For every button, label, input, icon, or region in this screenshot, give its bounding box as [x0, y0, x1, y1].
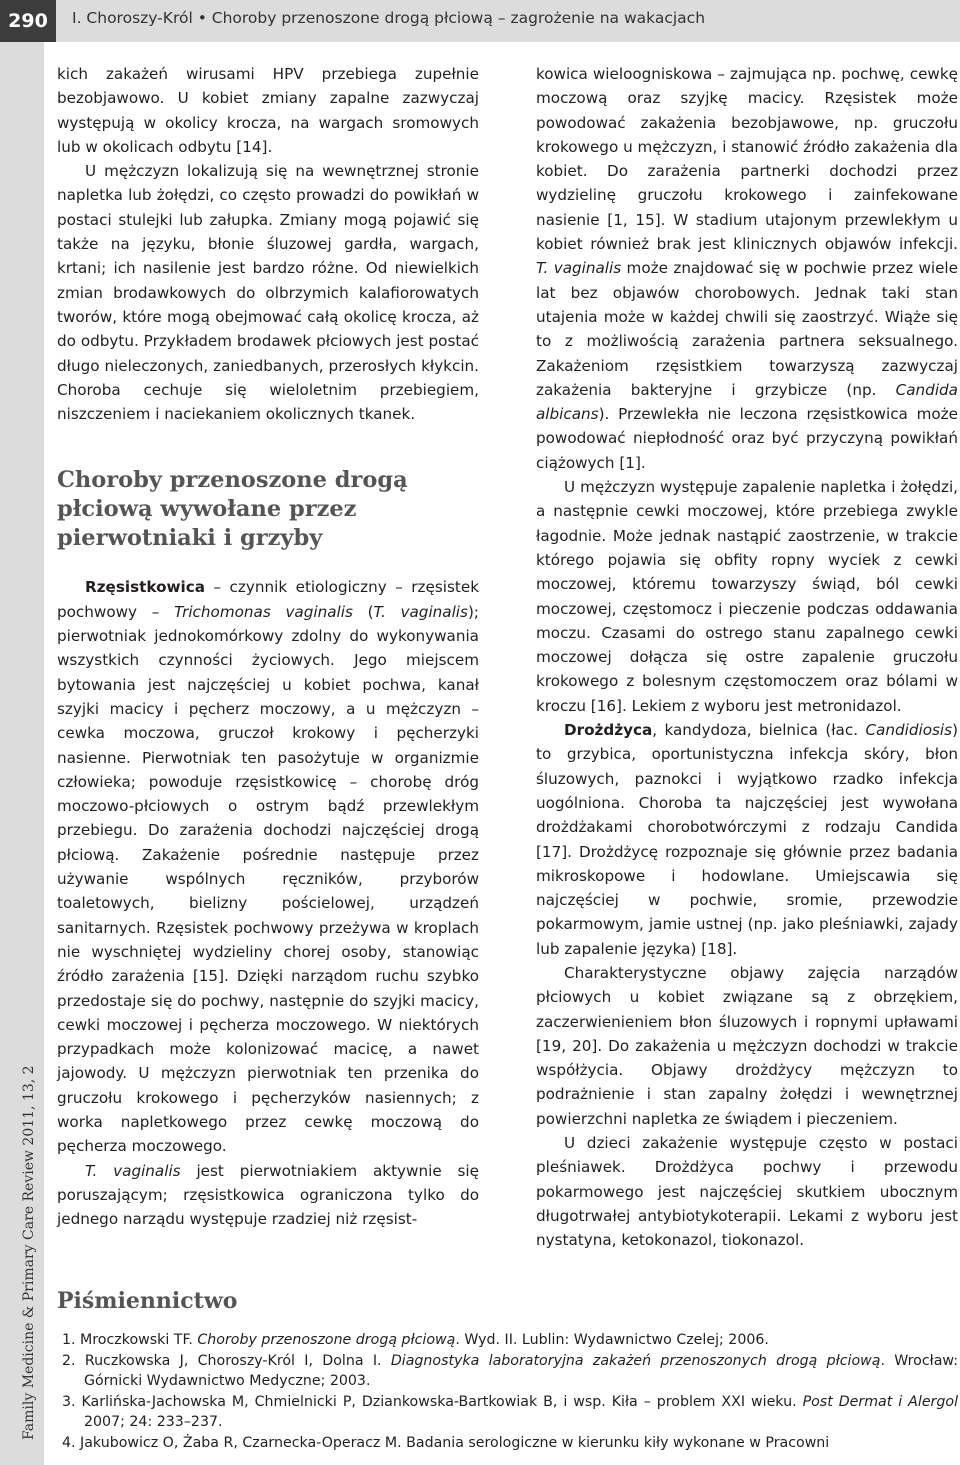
text-run: 3. Karlińska-Jachowska M, Chmielnicki P, Dziankowska-Bartkowiak B, i wsp. Kiła – problem XXI wieku. — [62, 1393, 803, 1410]
reference-title: Diagnostyka laboratoryjna zakażeń przenoszonych drogą płciową — [390, 1352, 881, 1369]
text-run: . Wrocław: Górnicki Wydawnictwo Medyczne; 2003. — [84, 1352, 958, 1390]
paragraph — [57, 1159, 479, 1232]
reference-title: Choroby przenoszone drogą płciową — [197, 1332, 456, 1348]
paragraph: U dzieci zakażenie występuje często w postaci pleśniawek. Drożdżyca pochwy i przewodu pokarmowego jest najczęściej skutkiem ubocznym długotrwałej antybiotykoterapii. Lekami z wyboru jest nystatyna, ketokonazol, tiokonazol. — [536, 1134, 958, 1250]
text-run: jest pierwotniakiem aktywnie się poruszającym; rzęsistkowica ograniczona tylko do jednego narządu występuje rzadziej niż rzęsist- — [57, 1161, 479, 1229]
text-run: ). Przewlekła nie leczona rzęsistkowica może powodować niepłodność oraz być przyczyną powikłań ciążowych [1]. — [536, 405, 958, 472]
page-number: 290 — [0, 0, 56, 42]
right-column — [536, 62, 958, 1253]
term-bold: Drożdżyca — [564, 721, 653, 740]
reference-item — [62, 1433, 958, 1454]
paragraph — [536, 718, 958, 961]
reference-item — [62, 1330, 958, 1351]
species-name: Candida albicans — [536, 380, 958, 424]
paragraph — [57, 575, 479, 1158]
text-run: może znajdować się w pochwie przez wiele lat bez objawów chorobowych. Jednak taki stan utajenia może w każdej chwili się zaostrzyć. Wiąże się to z możliwością zarażenia partnera seksualnego. Zakażeniom rzęsistkiem towarzyszą zazwyczaj zakażenia bakteryjne i grzybicze (np. — [536, 259, 958, 399]
reference-item — [62, 1351, 958, 1392]
references-list — [62, 1330, 958, 1454]
text-run: ); pierwotniak jednokomórkowy zdolny do wykonywania wszystkich czynności życiowych. Jego miejscem bytowania jest najczęściej u kobiet pochwa, kanał szyjki macicy i pęcherz moczowy, a u mężczyzn – cewka moczowa, gruczoł krokowy i pęcherzyki nasienne. Pierwotniak ten pasożytuje w organizmie człowieka; powoduje rzęsistkowicę – chorobę dróg moczowo-płciowych o ostrym bądź przewlekłym przebiegu. Do zarażenia dochodzi najczęściej drogą płciową. Zakażenie pośrednie następuje przez używanie wspólnych ręczników, przyborów toaletowych, bielizny pościelowej, urządzeń sanitarnych. Rzęsistek pochwowy przeżywa w kroplach nie wyschniętej wydzieliny chorej osoby, stanowiąc źródło zarażenia [15]. Dzięki narządom ruchu szybko przedostaje się do pochwy, następnie do szyjki macicy, cewki moczowej i pęcherza moczowego. W niektórych przypadkach może kolonizować macicę, a nawet jajowody. U mężczyzn pierwotniak ten przenika do gruczołu krokowego i pęcherzyków nasiennych; z worka napletkowego przez cewkę moczową do pęcherza moczowego. — [57, 602, 479, 1156]
reference-item — [62, 1392, 958, 1433]
text-run: – czynnik etiologiczny – rzęsistek pochwowy – — [57, 578, 479, 621]
running-head: I. Choroszy-Król • Choroby przenoszone drogą płciową – zagrożenie na wakacjach — [72, 9, 706, 27]
text-run: ( — [352, 602, 374, 621]
species-name: Trichomonas vaginalis — [174, 602, 353, 621]
text-run: , kandydoza, bielnica (łac. — [652, 721, 866, 740]
text-run: . Wyd. II. Lublin: Wydawnictwo Czelej; 2006. — [455, 1332, 769, 1348]
paragraph: Charakterystyczne objawy zajęcia narządów płciowych u kobiet związane są z obrzękiem, zaczerwienieniem błon śluzowych i ropnymi upławami [19, 20]. Do zakażenia u mężczyzn dochodzi w trakcie współżycia. Objawy drożdżycy mężczyzn to podrażnienie i stan zapalny żołędzi i wewnętrznej powierzchni napletka ze świądem i pieczeniem. — [536, 963, 958, 1128]
latin-term: Candidiosis — [865, 721, 953, 740]
left-column — [57, 62, 479, 1231]
section-heading: Choroby przenoszone drogą płciową wywołane przez pierwotniaki i grzyby — [57, 467, 408, 552]
text-run: 2007; 24: 233–237. — [84, 1414, 223, 1431]
text-run: ) to grzybica, oportunistyczna infekcja skóry, błon śluzowych, paznokci i wyjątkowo rzadko infekcja uogólniona. Choroba ta najczęściej jest wywołana drożdżakami chorobotwórczymi z rodzaju Candida [17]. Drożdżycę rozpoznaje się głównie przez badania mikroskopowe i hodowlane. Umiejscawia się najczęściej w pochwie, sromie, przewodzie pokarmowym, jamie ustnej (np. jako pleśniawki, zajady lub zapalenie języka) [18]. — [536, 721, 958, 958]
paragraph: U mężczyzn lokalizują się na wewnętrznej stronie napletka lub żołędzi, co często prowadzi do powikłań w postaci stulejki lub załupka. Zmiany mogą pojawić się także na języku, błonie śluzowej gardła, wargach, krtani; ich nasilenie jest bardzo różne. Od niewielkich zmian brodawkowych do olbrzymich kalafiorowatych tworów, które mogą obejmować całą okolicę krocza, aż do odbytu. Przykładem brodawek płciowych jest postać długo nieleczonych, zaniedbanych, przerosłych kłykcin. Choroba cechuje się wieloletnim przebiegiem, niszczeniem i naciekaniem okolicznych tkanek. — [57, 162, 479, 424]
paragraph: kich zakażeń wirusami HPV przebiega zupełnie bezobjawowo. U kobiet zmiany zapalne zazwyczaj występują w okolicy krocza, na wargach sromowych lub w okolicach odbytu [14]. — [57, 65, 479, 156]
term-bold: Rzęsistkowica — [85, 578, 205, 597]
text-run: kowica wieloogniskowa – zajmująca np. pochwę, cewkę moczową oraz szyjkę macicy. Rzęsistek może powodować zakażenia bezobjawowe, np. gruczołu krokowego u mężczyzn, i stanowić źródło zakażenia dla kobiet. Do zarażenia partnerki dochodzi przez wydzielinę gruczołu krokowego i zainfekowane nasienie [1, 15]. W stadium utajonym przewlekłym u kobiet również brak jest klinicznych objawów infekcji. — [536, 65, 958, 254]
species-name: T. vaginalis — [85, 1161, 181, 1180]
paragraph — [536, 62, 958, 475]
references-heading: Piśmiennictwo — [57, 1288, 238, 1314]
paragraph: U mężczyzn występuje zapalenie napletka i żołędzi, a następnie cewki moczowej, które przebiega zwykle łagodnie. Może jednak nastąpić zaostrzenie, w trakcie którego pojawia się obfity ropny wyciek z cewki moczowej, któremu towarzyszy świąd, ból cewki moczowej, częstomocz i pieczenie podczas oddawania moczu. Czasami do ostrego stanu zapalnego cewki moczowej dołącza się ostre zapalenie gruczołu krokowego z bolesnym częstomoczem oraz bólami w kroczu [16]. Lekiem z wyboru jest metronidazol. — [536, 478, 958, 715]
text-run: 2. Ruczkowska J, Choroszy-Król I, Dolna I. — [62, 1352, 391, 1369]
reference-title: Post Dermat i Alergol — [802, 1393, 959, 1410]
text-run: 4. Jakubowicz O, Żaba R, Czarnecka-Operacz M. Badania serologiczne w kierunku kiły wykonane w Pracowni — [62, 1434, 830, 1451]
species-name: T. vaginalis — [373, 602, 468, 621]
journal-citation: Family Medicine & Primary Care Review 2011, 13, 2 — [21, 1065, 37, 1440]
text-run: 1. Mroczkowski TF. — [62, 1332, 198, 1348]
species-name: T. vaginalis — [536, 259, 622, 278]
